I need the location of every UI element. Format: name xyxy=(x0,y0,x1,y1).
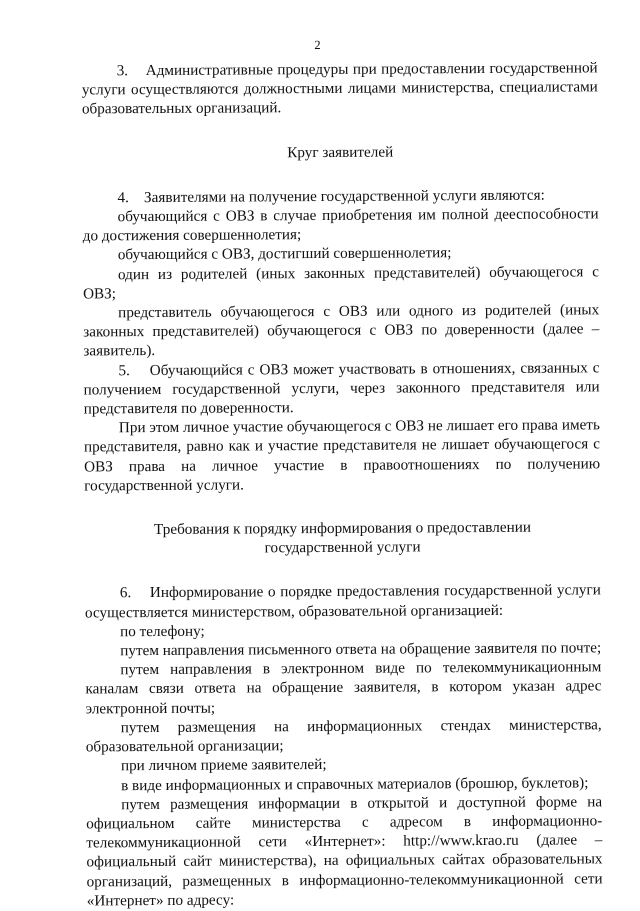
paragraph-6-item-3: путем направления в электронном виде по телекоммуникационным каналам связи ответа на обращение заявителя, в котором указан адрес электронной почты; xyxy=(85,658,602,718)
section-heading-requirements-line-1: Требования к порядку информирования о предоставлении xyxy=(153,518,531,539)
section-heading-requirements-line-2: государственной услуги xyxy=(264,538,421,557)
paragraph-6-item-2: путем направления письменного ответа на обращение заявителя по почте; xyxy=(120,639,602,660)
paragraph-6-item-6: в виде информационных и справочных материалов (брошюр, буклетов); xyxy=(120,773,589,794)
paragraph-4-item-1: обучающийся с ОВЗ в случае приобретения им полной дееспособности до достижения совершеннолетия; xyxy=(82,205,599,245)
paragraph-4-item-4: представитель обучающегося с ОВЗ или одного из родителей (иных законных представителей) обучающегося с ОВЗ по доверенности (далее – заявитель). xyxy=(83,301,600,360)
paragraph-5: 5. Обучающийся с ОВЗ может участвовать в отношениях, связанных с получением государственной услуги, через законного представителя или представителя по доверенности. xyxy=(83,358,600,418)
paragraph-5-continuation: При этом личное участие обучающегося с ОВЗ не лишает его права иметь представителя, равно как и участие представителя не лишает обучающегося с ОВЗ права на личное участие в правоотношениях по получению государственной услуги. xyxy=(83,416,601,495)
paragraph-6: 6. Информирование о порядке предоставления государственной услуги осуществляется министерством, образовательной организацией: xyxy=(84,581,601,622)
paragraph-6-item-5: при личном приеме заявителей; xyxy=(120,756,327,775)
section-heading-applicants: Круг заявителей xyxy=(287,143,394,161)
paragraph-6-item-7: путем размещения информации в открытой и доступной форме на официальном сайте министерства с адресом в информационно-телекоммуникационной сети «Интернет»: http://www.krao.ru (далее – официальный сайт министерства), на официальных сайтах образовательных организаций, размещенных в информационно-телекоммуникационной сети «Интернет» по адресу: xyxy=(86,792,603,910)
paragraph-4-item-2: обучающийся с ОВЗ, достигший совершеннолетия; xyxy=(117,244,452,264)
paragraph-6-item-4: путем размещения на информационных стендах министерства, образовательной организации; xyxy=(85,716,602,756)
paragraph-3: 3. Административные процедуры при предоставлении государственной услуги осуществляются должностными лицами министерства, специалистами образовательных организаций. xyxy=(81,59,598,118)
paragraph-4: 4. Заявителями на получение государственной услуги являются: xyxy=(117,186,545,207)
page-number: 2 xyxy=(314,37,321,53)
document-body xyxy=(82,58,603,910)
paragraph-6-item-1: по телефону; xyxy=(120,622,205,641)
paragraph-4-item-3: один из родителей (иных законных представителей) обучающегося с ОВЗ; xyxy=(82,262,599,303)
